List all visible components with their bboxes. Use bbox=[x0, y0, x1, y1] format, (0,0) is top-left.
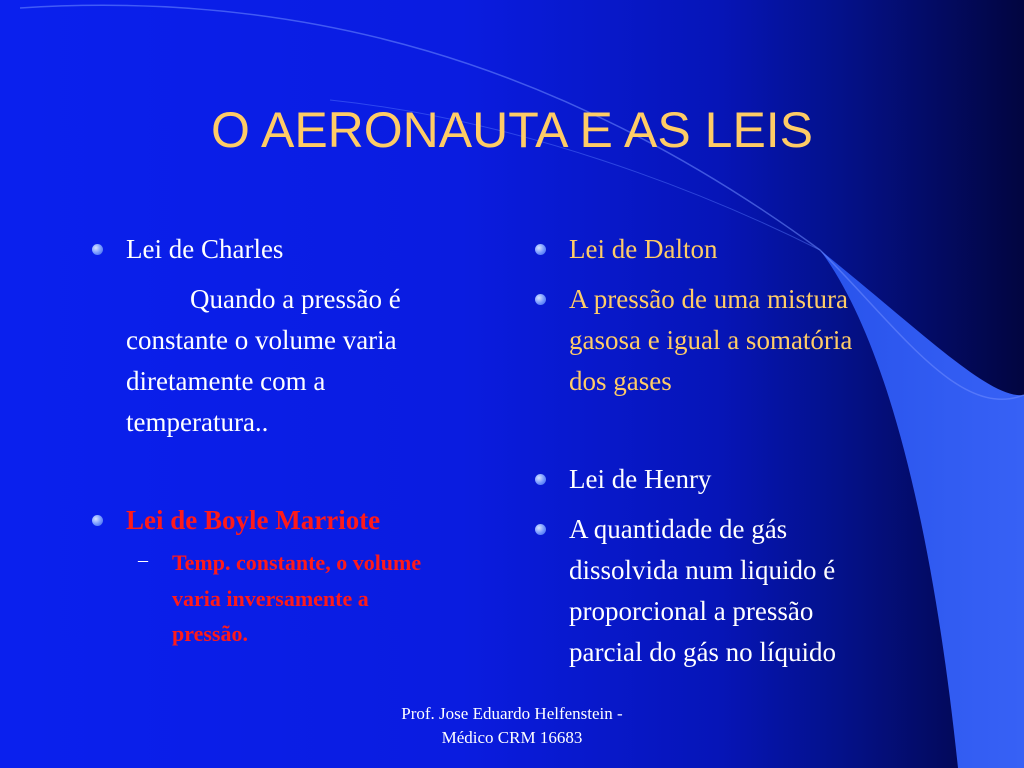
dash-icon: – bbox=[138, 549, 148, 571]
boyle-sub-line-2: varia inversamente a bbox=[172, 586, 369, 611]
charles-heading: Lei de Charles bbox=[126, 234, 284, 264]
boyle-sub-line-3: pressão. bbox=[172, 621, 248, 646]
footer-line-1: Prof. Jose Eduardo Helfenstein - bbox=[401, 704, 623, 723]
bullet-icon bbox=[535, 474, 546, 485]
henry-line-1: A quantidade de gás bbox=[569, 514, 788, 544]
henry-line-2: dissolvida num liquido é bbox=[569, 555, 836, 585]
footer-line-2: Médico CRM 16683 bbox=[441, 728, 583, 747]
boyle-sub-line-1: Temp. constante, o volume bbox=[172, 550, 422, 575]
charles-line-3: diretamente com a bbox=[126, 366, 326, 396]
bullet-icon bbox=[535, 244, 546, 255]
henry-line-3: proporcional a pressão bbox=[569, 596, 814, 626]
boyle-heading: Lei de Boyle Marriote bbox=[126, 505, 381, 535]
dalton-line-2: gasosa e igual a somatória bbox=[569, 325, 853, 355]
dalton-line-3: dos gases bbox=[569, 366, 672, 396]
slide-title: O AERONAUTA E AS LEIS bbox=[210, 102, 814, 158]
henry-heading: Lei de Henry bbox=[569, 464, 712, 494]
charles-line-2: constante o volume varia bbox=[126, 325, 397, 355]
bullet-icon bbox=[535, 294, 546, 305]
dalton-heading: Lei de Dalton bbox=[569, 234, 718, 264]
henry-line-4: parcial do gás no líquido bbox=[569, 637, 836, 667]
slide-footer bbox=[362, 702, 662, 750]
charles-line-1: Quando a pressão é bbox=[190, 284, 401, 314]
bullet-icon bbox=[535, 524, 546, 535]
bullet-icon bbox=[92, 244, 103, 255]
dalton-line-1: A pressão de uma mistura bbox=[569, 284, 848, 314]
bullet-icon bbox=[92, 515, 103, 526]
charles-line-4: temperatura.. bbox=[126, 407, 269, 437]
